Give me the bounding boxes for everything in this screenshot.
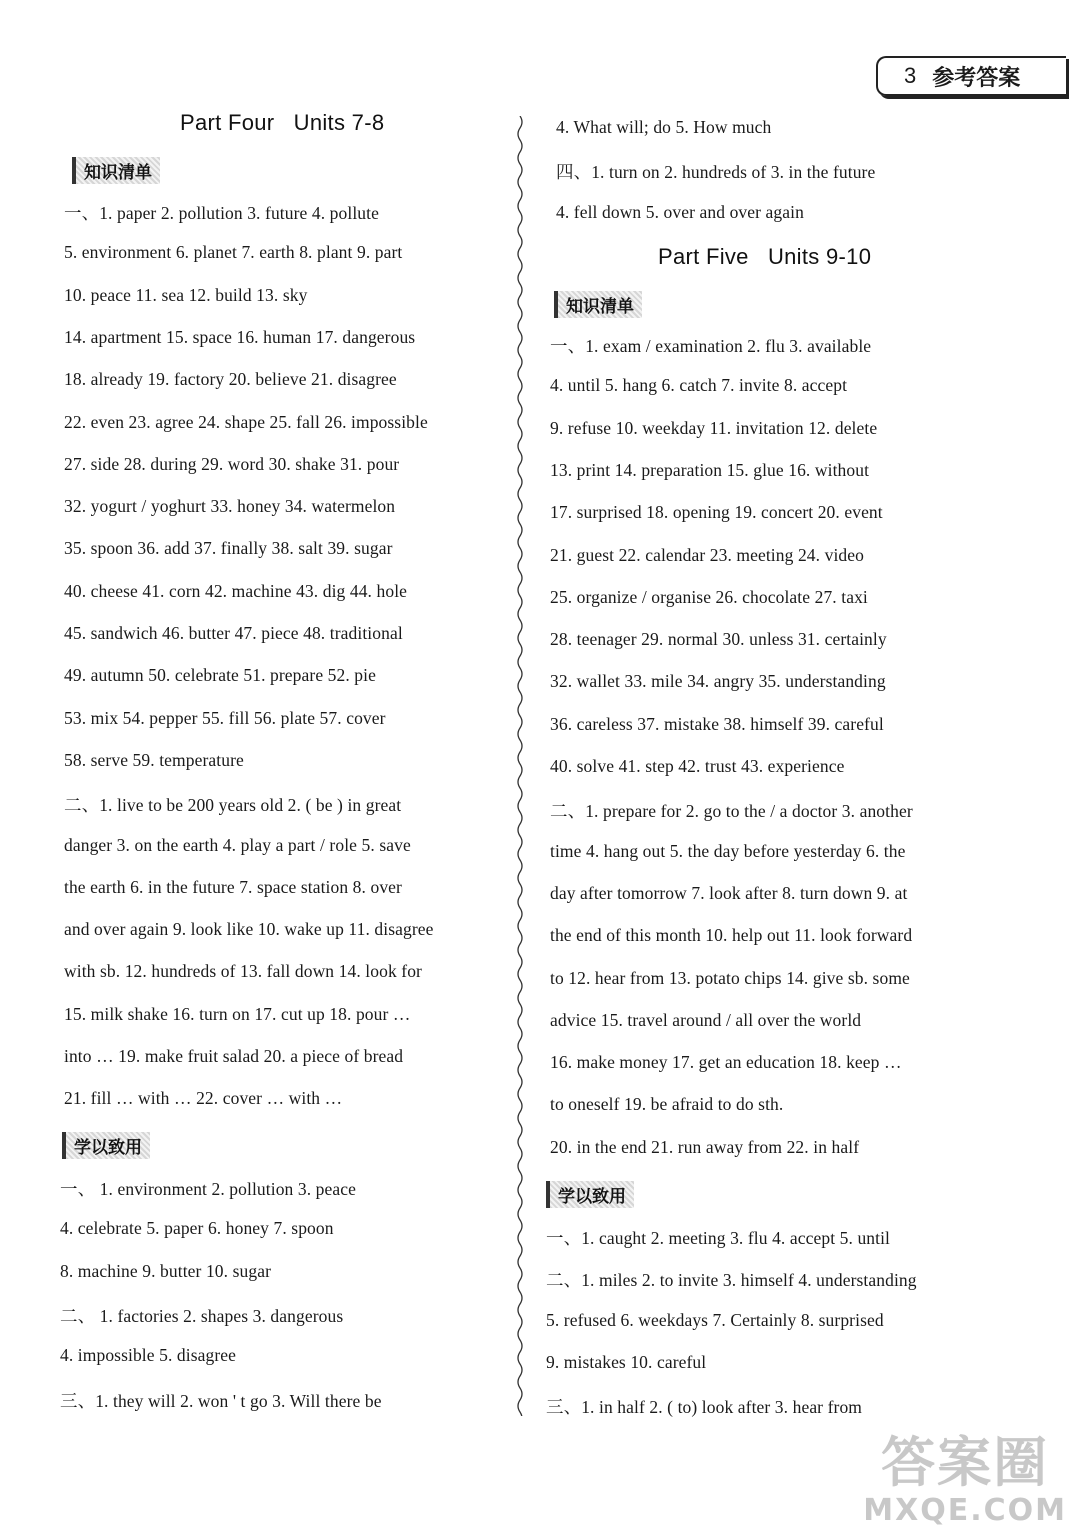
answer-line: 40. cheese 41. corn 42. machine 43. dig 44. hole <box>64 580 408 601</box>
answer-line: 15. milk shake 16. turn on 17. cut up 18. pour … <box>64 1003 411 1024</box>
answer-line: danger 3. on the earth 4. play a part / role 5. save <box>64 834 411 855</box>
answer-line: 13. print 14. preparation 15. glue 16. without <box>550 459 870 480</box>
answer-line: 28. teenager 29. normal 30. unless 31. certainly <box>550 629 887 650</box>
answer-line: 一、 1. environment 2. pollution 3. peace <box>60 1179 356 1199</box>
answer-line: time 4. hang out 5. the day before yesterday 6. the <box>550 840 906 861</box>
answer-line: 22. even 23. agree 24. shape 25. fall 26. impossible <box>64 411 428 432</box>
answer-line: 45. sandwich 46. butter 47. piece 48. traditional <box>64 623 403 643</box>
answer-line: 4. celebrate 5. paper 6. honey 7. spoon <box>60 1218 334 1239</box>
knowledge-list-heading-right: 知识清单 <box>554 291 642 318</box>
answer-line: the earth 6. in the future 7. space station 8. over <box>64 876 402 897</box>
answer-line: 9. mistakes 10. careful <box>546 1351 707 1372</box>
answer-line: 4. until 5. hang 6. catch 7. invite 8. accept <box>550 375 848 396</box>
answer-line: 8. machine 9. butter 10. sugar <box>60 1260 272 1281</box>
header-title: 参考答案 <box>932 65 1021 91</box>
answer-line: 53. mix 54. pepper 55. fill 56. plate 57. cover <box>64 707 386 728</box>
watermark-logo-text: 答案圈 <box>881 1431 1050 1494</box>
answer-line: 4. fell down 5. over and over again <box>556 201 804 222</box>
answer-line: 16. make money 17. get an education 18. keep … <box>550 1052 902 1073</box>
answer-line: 14. apartment 15. space 16. human 17. dangerous <box>64 326 416 347</box>
answer-line: to oneself 19. be afraid to do sth. <box>550 1094 784 1115</box>
answer-line: 一、1. paper 2. pollution 3. future 4. pollute <box>64 203 379 223</box>
apply-heading-right: 学以致用 <box>546 1181 634 1208</box>
part-five-title: Part Five Units 9-10 <box>658 244 872 269</box>
answer-line: 一、1. caught 2. meeting 3. flu 4. accept 5. until <box>546 1228 891 1248</box>
answer-line: 5. environment 6. planet 7. earth 8. plant 9. part <box>64 242 403 263</box>
answer-line: 三、1. in half 2. ( to) look after 3. hear from <box>546 1397 863 1418</box>
answer-line: advice 15. travel around / all over the world <box>550 1009 862 1030</box>
answer-line: day after tomorrow 7. look after 8. turn down 9. at <box>550 882 908 903</box>
answer-line: 9. refuse 10. weekday 11. invitation 12. delete <box>550 417 878 438</box>
watermark-url-text: MXQE.COM <box>863 1493 1067 1528</box>
answer-line: 二、1. prepare for 2. go to the / a doctor 3. another <box>550 801 913 822</box>
answer-line: 40. solve 41. step 42. trust 43. experience <box>550 756 845 776</box>
answer-line: 35. spoon 36. add 37. finally 38. salt 39. sugar <box>64 538 393 559</box>
answer-line: 5. refused 6. weekdays 7. Certainly 8. surprised <box>546 1309 884 1330</box>
apply-heading-left: 学以致用 <box>62 1132 150 1159</box>
answer-line: 4. What will; do 5. How much <box>556 117 772 137</box>
page-header-tab <box>876 56 1066 96</box>
answer-line: 一、1. exam / examination 2. flu 3. available <box>550 336 872 356</box>
answer-line: 27. side 28. during 29. word 30. shake 31. pour <box>64 453 400 474</box>
answer-line: 20. in the end 21. run away from 22. in half <box>550 1136 860 1157</box>
answer-line: 二、1. miles 2. to invite 3. himself 4. understanding <box>546 1270 917 1291</box>
answer-line: 58. serve 59. temperature <box>64 749 244 770</box>
answer-line: 18. already 19. factory 20. believe 21. disagree <box>64 369 397 390</box>
answer-line: and over again 9. look like 10. wake up 11. disagree <box>64 919 434 940</box>
column-divider <box>516 116 524 1416</box>
answer-line: 49. autumn 50. celebrate 51. prepare 52. pie <box>64 665 376 686</box>
answer-line: into … 19. make fruit salad 20. a piece of bread <box>64 1046 404 1066</box>
answer-line: 17. surprised 18. opening 19. concert 20. event <box>550 502 883 523</box>
page-number: 3 <box>904 63 917 88</box>
answer-line: 25. organize / organise 26. chocolate 27. taxi <box>550 586 868 607</box>
answer-line: 三、1. they will 2. won ' t go 3. Will there be <box>60 1390 382 1411</box>
answer-line: 二、1. live to be 200 years old 2. ( be ) in great <box>64 795 402 816</box>
answer-line: 21. guest 22. calendar 23. meeting 24. video <box>550 544 864 565</box>
watermark <box>863 1433 1067 1528</box>
answer-line: 四、1. turn on 2. hundreds of 3. in the future <box>556 162 876 183</box>
answer-line: 36. careless 37. mistake 38. himself 39. careful <box>550 713 884 734</box>
answer-line: 10. peace 11. sea 12. build 13. sky <box>64 284 308 305</box>
answer-line: to 12. hear from 13. potato chips 14. give sb. some <box>550 967 910 988</box>
answer-line: 21. fill … with … 22. cover … with … <box>64 1088 343 1109</box>
answer-line: 32. wallet 33. mile 34. angry 35. understanding <box>550 671 886 692</box>
answer-line: 二、 1. factories 2. shapes 3. dangerous <box>60 1305 344 1326</box>
answer-line: 32. yogurt / yoghurt 33. honey 34. watermelon <box>64 496 396 517</box>
part-four-title: Part Four Units 7-8 <box>180 110 385 135</box>
answer-line: with sb. 12. hundreds of 13. fall down 14. look for <box>64 961 422 982</box>
answer-line: 4. impossible 5. disagree <box>60 1345 237 1366</box>
knowledge-list-heading-left: 知识清单 <box>72 157 160 184</box>
answer-line: the end of this month 10. help out 11. look forward <box>550 925 913 946</box>
